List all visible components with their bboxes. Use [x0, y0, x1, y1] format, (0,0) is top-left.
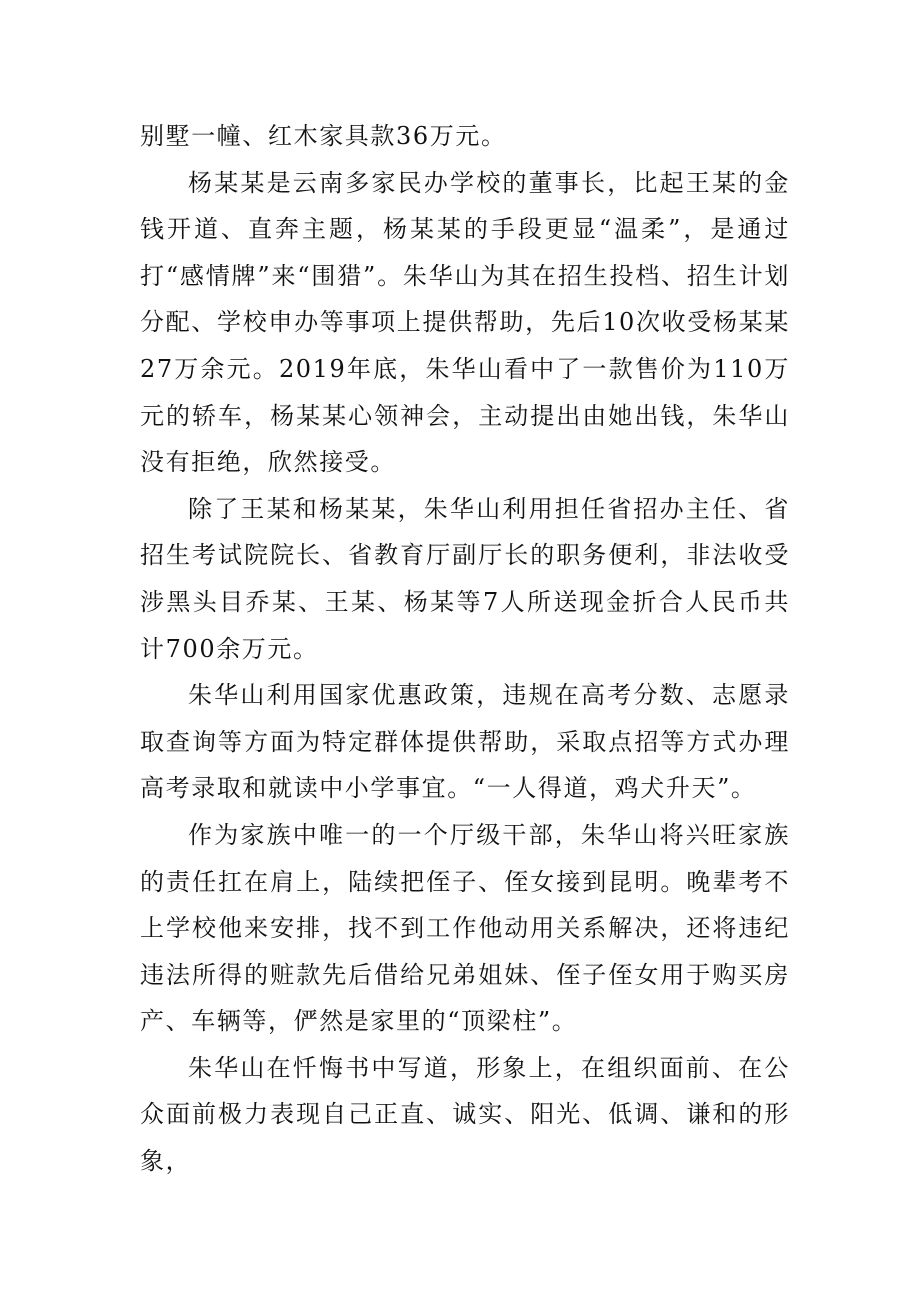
paragraph-2: 杨某某是云南多家民办学校的董事长，比起王某的金钱开道、直奔主题，杨某某的手段更显“温柔”，是通过打“感情牌”来“围猎”。朱华山为其在招生投档、招生计划分配、学校申办等事项上提供帮助，先后10次收受杨某某27万余元。2019年底，朱华山看中了一款售价为110万元的轿车，杨某某心领神会，主动提出由她出钱，朱华山没有拒绝，欣然接受。 — [140, 168, 790, 477]
article-body — [140, 113, 790, 1185]
paragraph-1: 别墅一幢、红木家具款36万元。 — [140, 122, 507, 150]
paragraph-6: 朱华山在忏悔书中写道，形象上，在组织面前、在公众面前极力表现自己正直、诚实、阳光、低调、谦和的形象， — [140, 1053, 790, 1176]
paragraph-3: 除了王某和杨某某，朱华山利用担任省招办主任、省招生考试院院长、省教育厅副厅长的职务便利，非法收受涉黑头目乔某、王某、杨某等7人所送现金折合人民币共计700余万元。 — [140, 494, 790, 663]
paragraph-5: 作为家族中唯一的一个厅级干部，朱华山将兴旺家族的责任扛在肩上，陆续把侄子、侄女接到昆明。晚辈考不上学校他来安排，找不到工作他动用关系解决，还将违纪违法所得的赃款先后借给兄弟姐妹、侄子侄女用于购买房产、车辆等，俨然是家里的“顶梁柱”。 — [140, 820, 790, 1036]
paragraph-4: 朱华山利用国家优惠政策，违规在高考分数、志愿录取查询等方面为特定群体提供帮助，采取点招等方式办理高考录取和就读中小学事宜。“一人得道，鸡犬升天”。 — [140, 681, 790, 803]
